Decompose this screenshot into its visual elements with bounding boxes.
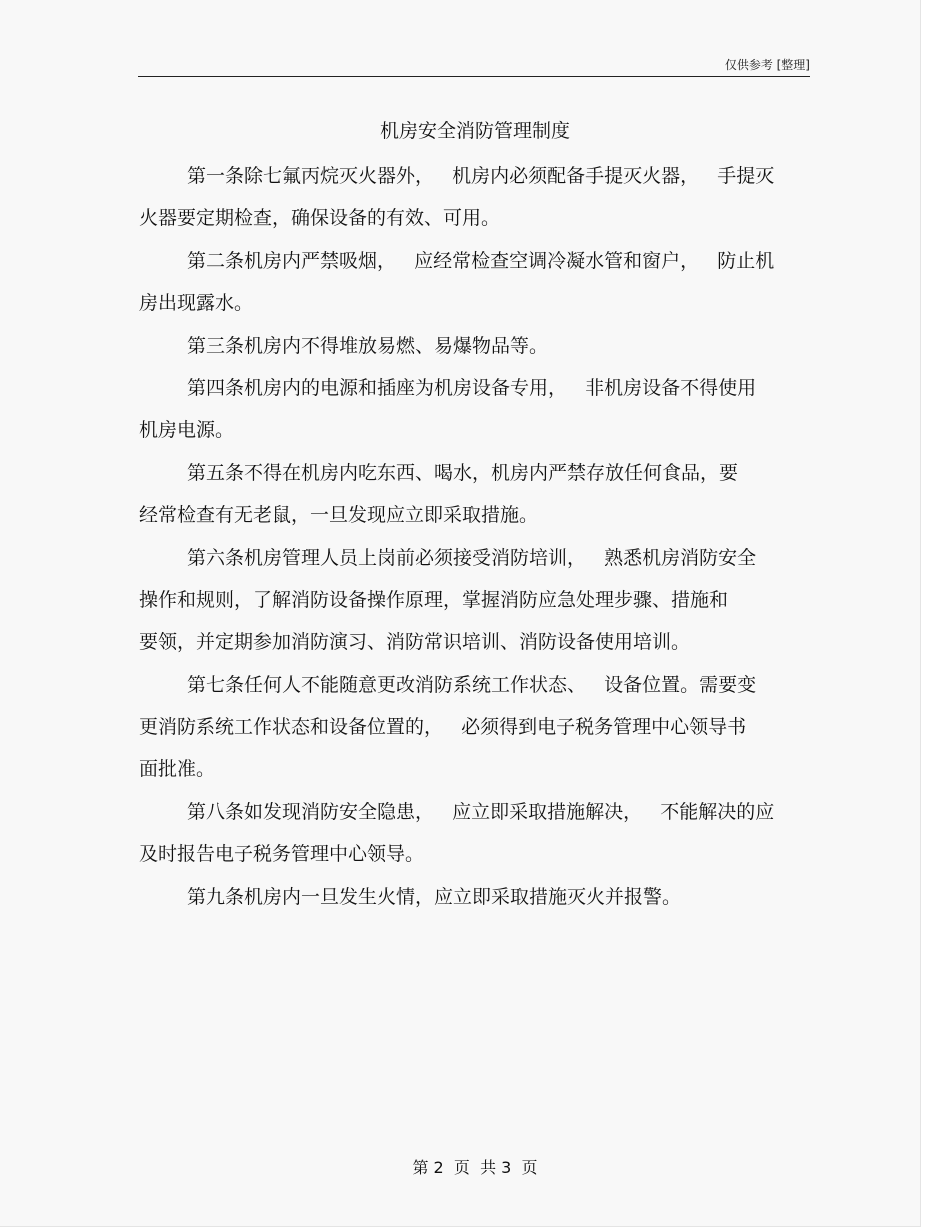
article-4-line-2: 机房电源。 bbox=[139, 419, 235, 442]
article-5-line-2: 经常检查有无老鼠，一旦发现应立即采取措施。 bbox=[139, 504, 539, 527]
article-1-line-2: 火器要定期检查，确保设备的有效、可用。 bbox=[139, 207, 501, 230]
article-8-line-2: 及时报告电子税务管理中心领导。 bbox=[139, 843, 425, 866]
document-body bbox=[139, 155, 811, 918]
article-3-line-1: 第三条机房内不得堆放易燃、易爆物品等。 bbox=[187, 334, 549, 357]
page-header-note: 仅供参考 [整理] bbox=[724, 58, 810, 72]
article-5-line-1: 第五条不得在机房内吃东西、喝水，机房内严禁存放任何食品，要 bbox=[187, 461, 739, 484]
header-divider bbox=[138, 76, 810, 77]
article-2-line-1: 第二条机房内严禁吸烟， 应经常检查空调冷凝水管和窗户， 防止机 bbox=[187, 249, 775, 272]
article-6-line-1: 第六条机房管理人员上岗前必须接受消防培训， 熟悉机房消防安全 bbox=[187, 546, 757, 569]
article-2-line-2: 房出现露水。 bbox=[139, 292, 254, 315]
article-9-line-1: 第九条机房内一旦发生火情，应立即采取措施灭火并报警。 bbox=[187, 885, 682, 908]
article-8-line-1: 第八条如发现消防安全隐患， 应立即采取措施解决， 不能解决的应 bbox=[187, 800, 775, 823]
article-4-line-1: 第四条机房内的电源和插座为机房设备专用， 非机房设备不得使用 bbox=[187, 376, 757, 399]
article-6-line-2: 操作和规则，了解消防设备操作原理，掌握消防应急处理步骤、措施和 bbox=[139, 588, 729, 611]
article-1-line-1: 第一条除七氟丙烷灭火器外， 机房内必须配备手提灭火器， 手提灭 bbox=[187, 165, 775, 187]
article-7-line-3: 面批准。 bbox=[139, 758, 216, 781]
article-6-line-3: 要领，并定期参加消防演习、消防常识培训、消防设备使用培训。 bbox=[139, 631, 691, 654]
page-number: 第 2 页 共 3 页 bbox=[412, 1158, 538, 1177]
article-7-line-1: 第七条任何人不能随意更改消防系统工作状态、 设备位置。需要变 bbox=[187, 673, 757, 696]
document-title: 机房安全消防管理制度 bbox=[379, 120, 570, 142]
article-7-line-2: 更消防系统工作状态和设备位置的， 必须得到电子税务管理中心领导书 bbox=[139, 716, 747, 739]
